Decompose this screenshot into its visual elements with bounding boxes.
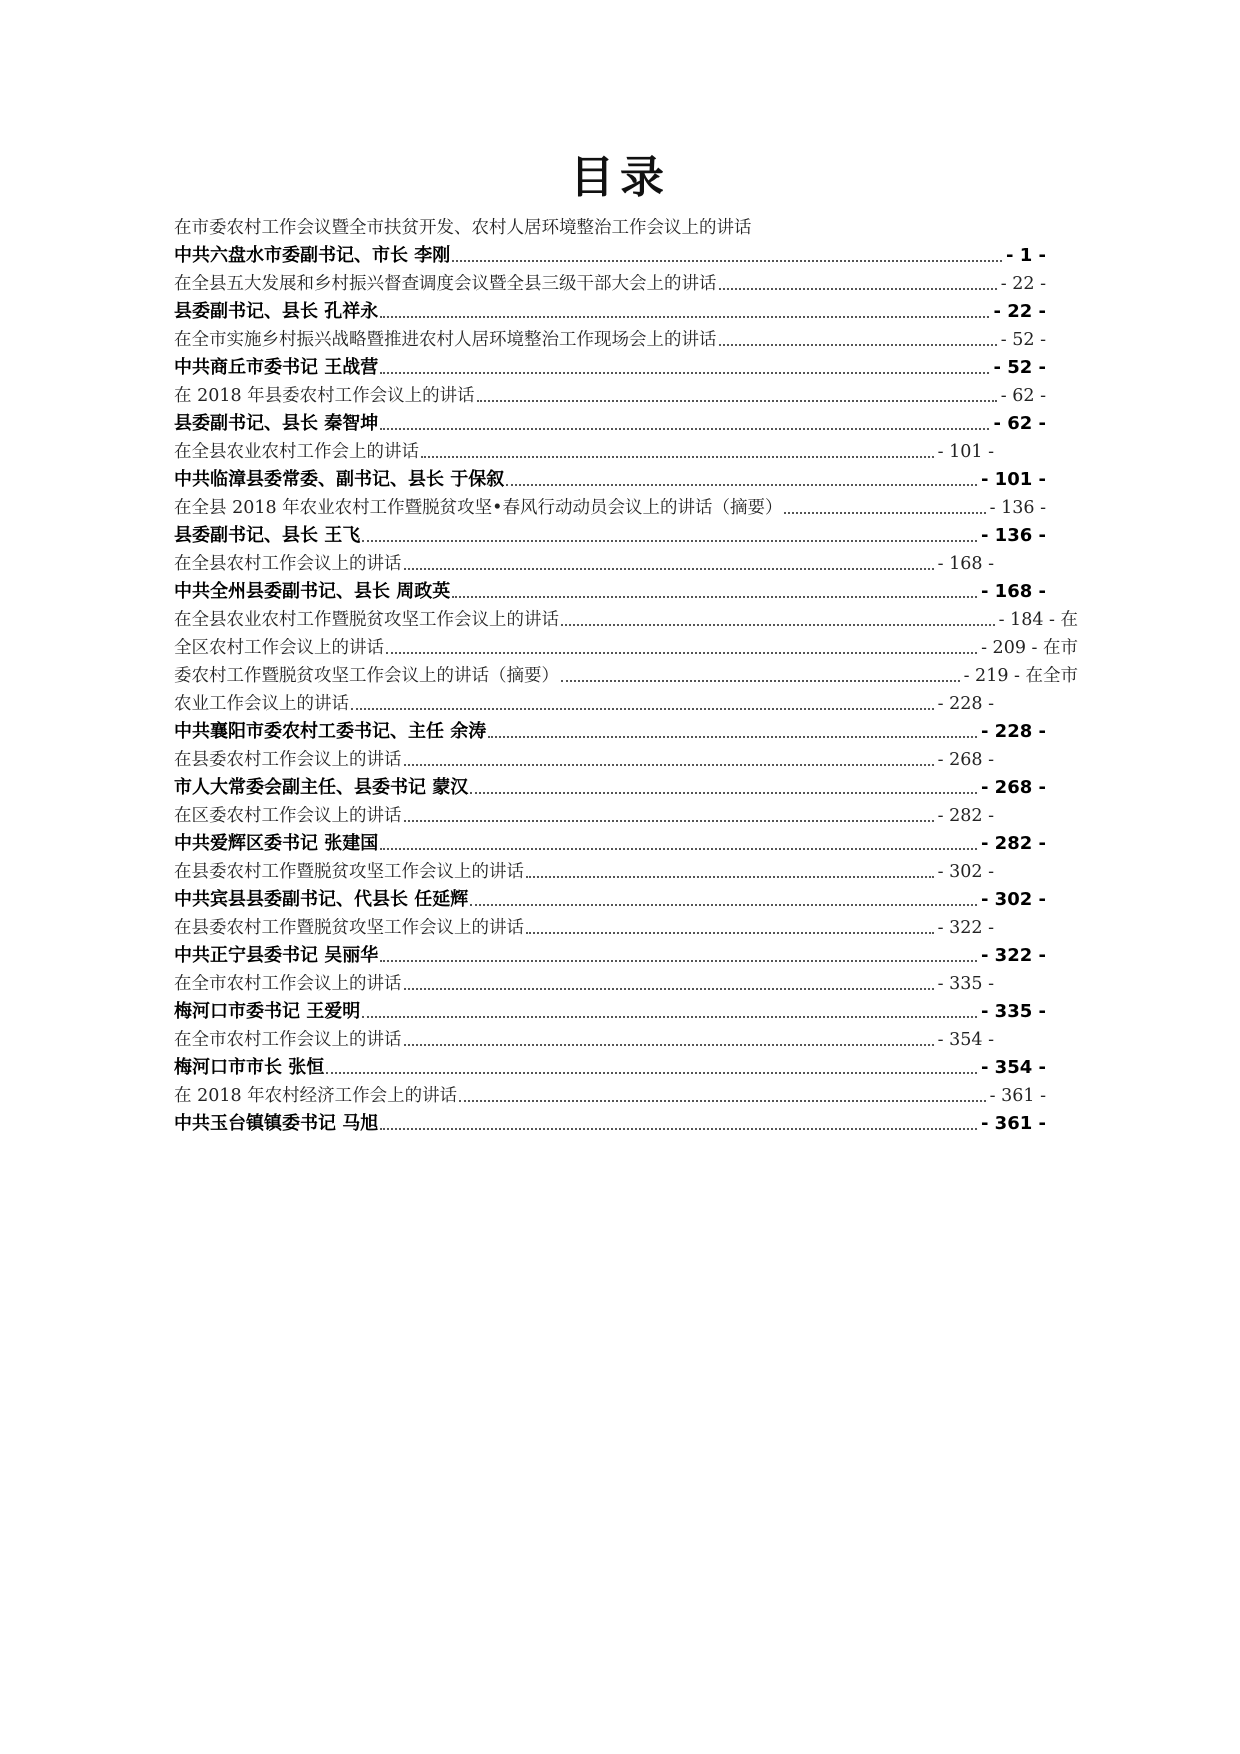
toc-entry-title: 县委副书记、县长 王飞	[174, 525, 361, 546]
dot-leader	[362, 532, 977, 542]
toc-entry-title: 中共襄阳市委农村工委书记、主任 余涛	[174, 721, 487, 742]
toc-entry-page: - 268 -	[980, 777, 1046, 798]
dot-leader	[719, 280, 997, 290]
toc-entry-title: 在全市农村工作会议上的讲话	[174, 1030, 402, 1050]
toc-entry-title: 在全县 2018 年农业农村工作暨脱贫攻坚•春风行动动员会议上的讲话（摘要）	[174, 498, 783, 518]
table-of-contents	[174, 214, 1090, 1138]
dot-leader	[526, 924, 934, 934]
toc-entry-title: 在全市农村工作会议上的讲话	[174, 974, 402, 994]
dot-leader	[404, 560, 934, 570]
page-title: 目录	[570, 152, 670, 203]
toc-entry[interactable]	[174, 998, 1046, 1026]
toc-entry-page: - 302 -	[937, 862, 994, 882]
toc-entry[interactable]	[174, 1054, 1046, 1082]
dot-leader	[404, 1036, 934, 1046]
dot-leader	[380, 1120, 977, 1130]
dot-leader	[404, 756, 934, 766]
toc-entry[interactable]	[174, 690, 994, 718]
toc-entry-page: - 354 -	[937, 1030, 994, 1050]
dot-leader	[380, 308, 989, 318]
toc-entry[interactable]	[174, 830, 1046, 858]
dot-leader	[561, 672, 960, 682]
toc-entry[interactable]	[174, 802, 994, 830]
toc-entry-page: - 209 - 在市	[981, 638, 1078, 658]
dot-leader	[452, 588, 977, 598]
dot-leader	[526, 868, 934, 878]
dot-leader	[380, 420, 989, 430]
toc-entry[interactable]	[174, 1110, 1046, 1138]
toc-entry-title: 在全县农业农村工作会上的讲话	[174, 442, 419, 462]
toc-entry[interactable]	[174, 914, 994, 942]
toc-entry-page: - 168 -	[937, 554, 994, 574]
toc-entry-title: 在 2018 年农村经济工作会上的讲话	[174, 1086, 458, 1106]
toc-entry[interactable]	[174, 550, 994, 578]
toc-entry[interactable]	[174, 214, 1078, 242]
dot-leader	[470, 896, 977, 906]
toc-entry-page: - 52 -	[993, 357, 1046, 378]
toc-entry[interactable]	[174, 270, 1046, 298]
dot-leader	[452, 252, 1002, 262]
toc-entry-title: 县委副书记、县长 秦智坤	[174, 413, 379, 434]
toc-entry[interactable]	[174, 606, 1078, 634]
dot-leader	[561, 616, 995, 626]
toc-entry-page: - 268 -	[937, 750, 994, 770]
toc-entry[interactable]	[174, 746, 994, 774]
toc-entry-title: 中共正宁县委书记 吴丽华	[174, 945, 379, 966]
toc-entry-title: 梅河口市委书记 王爱明	[174, 1001, 361, 1022]
toc-entry[interactable]	[174, 774, 1046, 802]
toc-entry-title: 中共宾县县委副书记、代县长 任延辉	[174, 889, 469, 910]
toc-entry-page: - 282 -	[937, 806, 994, 826]
toc-entry[interactable]	[174, 326, 1046, 354]
toc-entry-page: - 62 -	[993, 413, 1046, 434]
toc-entry[interactable]	[174, 298, 1046, 326]
toc-entry[interactable]	[174, 382, 1046, 410]
toc-entry-title: 委农村工作暨脱贫攻坚工作会议上的讲话（摘要）	[174, 666, 559, 686]
toc-entry-page: - 354 -	[980, 1057, 1046, 1078]
toc-entry[interactable]	[174, 942, 1046, 970]
dot-leader	[404, 980, 934, 990]
toc-entry[interactable]	[174, 494, 1046, 522]
toc-entry[interactable]	[174, 970, 994, 998]
toc-entry-title: 在全县农村工作会议上的讲话	[174, 554, 402, 574]
toc-entry-title: 中共全州县委副书记、县长 周政英	[174, 581, 451, 602]
toc-entry-title: 在全市实施乡村振兴战略暨推进农村人居环境整治工作现场会上的讲话	[174, 330, 717, 350]
toc-entry[interactable]	[174, 1026, 994, 1054]
toc-entry[interactable]	[174, 886, 1046, 914]
dot-leader	[506, 476, 977, 486]
toc-entry[interactable]	[174, 578, 1046, 606]
toc-entry-page: - 136 -	[989, 498, 1046, 518]
dot-leader	[488, 728, 977, 738]
toc-entry-page: - 322 -	[937, 918, 994, 938]
dot-leader	[784, 504, 985, 514]
toc-entry-page: - 22 -	[993, 301, 1046, 322]
toc-entry-page: - 168 -	[980, 581, 1046, 602]
toc-entry[interactable]	[174, 242, 1046, 270]
dot-leader	[362, 1008, 977, 1018]
toc-entry[interactable]	[174, 410, 1046, 438]
toc-entry[interactable]	[174, 858, 994, 886]
toc-entry-title: 中共六盘水市委副书记、市长 李刚	[174, 245, 451, 266]
toc-entry-title: 全区农村工作会议上的讲话	[174, 638, 384, 658]
toc-entry-page: - 136 -	[980, 525, 1046, 546]
toc-entry-title: 在县委农村工作暨脱贫攻坚工作会议上的讲话	[174, 862, 524, 882]
toc-entry[interactable]	[174, 634, 1078, 662]
toc-entry-page: - 228 -	[937, 694, 994, 714]
toc-entry-page: - 184 - 在	[998, 610, 1078, 630]
dot-leader	[386, 644, 977, 654]
toc-entry-page: - 62 -	[1000, 386, 1046, 406]
toc-entry-title: 在区委农村工作会议上的讲话	[174, 806, 402, 826]
toc-entry-title: 在县委农村工作会议上的讲话	[174, 750, 402, 770]
toc-entry-title: 县委副书记、县长 孔祥永	[174, 301, 379, 322]
toc-entry[interactable]	[174, 718, 1046, 746]
toc-entry[interactable]	[174, 662, 1078, 690]
toc-entry-page: - 219 - 在全市	[963, 666, 1078, 686]
dot-leader	[459, 1092, 985, 1102]
toc-entry[interactable]	[174, 466, 1046, 494]
toc-entry-title: 中共玉台镇镇委书记 马旭	[174, 1113, 379, 1134]
dot-leader	[380, 952, 977, 962]
dot-leader	[470, 784, 977, 794]
dot-leader	[326, 1064, 977, 1074]
toc-entry-title: 在市委农村工作会议暨全市扶贫开发、农村人居环境整治工作会议上的讲话	[174, 218, 752, 238]
toc-entry-title: 梅河口市市长 张恒	[174, 1057, 325, 1078]
toc-entry-page: - 322 -	[980, 945, 1046, 966]
dot-leader	[380, 364, 989, 374]
toc-entry-page: - 282 -	[980, 833, 1046, 854]
toc-entry-page: - 101 -	[937, 442, 994, 462]
toc-entry-title: 中共临漳县委常委、副书记、县长 于保叙	[174, 469, 505, 490]
dot-leader	[477, 392, 997, 402]
toc-entry[interactable]	[174, 1082, 1046, 1110]
toc-entry-page: - 1 -	[1006, 245, 1046, 266]
toc-entry-page: - 335 -	[980, 1001, 1046, 1022]
toc-entry-title: 市人大常委会副主任、县委书记 蒙汉	[174, 777, 469, 798]
dot-leader	[719, 336, 997, 346]
toc-entry-title: 中共爱辉区委书记 张建国	[174, 833, 379, 854]
toc-entry-page: - 22 -	[1000, 274, 1046, 294]
toc-entry-page: - 361 -	[989, 1086, 1046, 1106]
toc-entry-page: - 52 -	[1000, 330, 1046, 350]
toc-entry-page: - 335 -	[937, 974, 994, 994]
toc-entry-page: - 228 -	[980, 721, 1046, 742]
dot-leader	[351, 700, 934, 710]
toc-entry-title: 在县委农村工作暨脱贫攻坚工作会议上的讲话	[174, 918, 524, 938]
dot-leader	[421, 448, 934, 458]
toc-entry-title: 在 2018 年县委农村工作会议上的讲话	[174, 386, 475, 406]
toc-entry-title: 中共商丘市委书记 王战营	[174, 357, 379, 378]
dot-leader	[404, 812, 934, 822]
toc-entry[interactable]	[174, 522, 1046, 550]
toc-entry-title: 在全县农业农村工作暨脱贫攻坚工作会议上的讲话	[174, 610, 559, 630]
toc-entry-page: - 302 -	[980, 889, 1046, 910]
toc-entry-page: - 101 -	[980, 469, 1046, 490]
toc-entry-page: - 361 -	[980, 1113, 1046, 1134]
toc-entry-title: 在全县五大发展和乡村振兴督查调度会议暨全县三级干部大会上的讲话	[174, 274, 717, 294]
toc-entry[interactable]	[174, 354, 1046, 382]
dot-leader	[380, 840, 977, 850]
toc-entry[interactable]	[174, 438, 994, 466]
toc-entry-title: 农业工作会议上的讲话	[174, 694, 349, 714]
